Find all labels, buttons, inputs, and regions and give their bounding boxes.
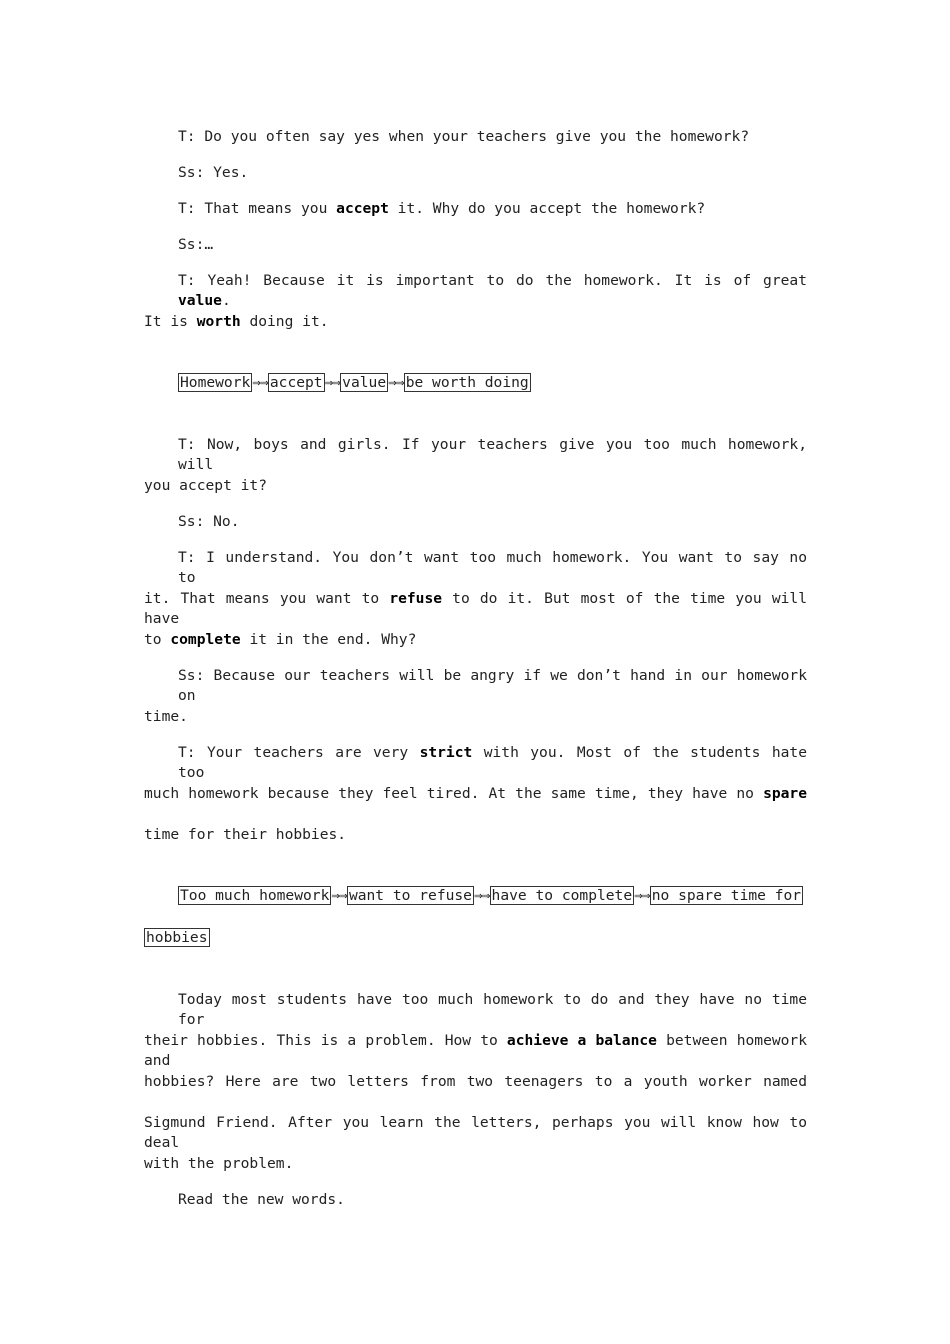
paragraph-line: Sigmund Friend. After you learn the letters, perhaps you will know how to deal [144, 1114, 807, 1151]
dialogue-line: to complete it in the end. Why? [144, 631, 417, 648]
keyword-complete: complete [170, 631, 241, 648]
double-arrow-icon: ⇒⇒ [473, 887, 490, 904]
dialogue-line: you accept it? [144, 477, 268, 494]
dialogue-line: Ss: Yes. [178, 164, 249, 181]
double-arrow-icon: ⇒⇒ [324, 374, 341, 391]
keyword-achieve-balance: achieve a balance [506, 1032, 657, 1049]
chain-box: hobbies [146, 929, 208, 946]
dialogue-line: Ss: No. [178, 513, 240, 530]
keyword-refuse: refuse [389, 590, 443, 607]
chain-box: want to refuse [348, 887, 472, 904]
word-chain-1 [178, 373, 807, 393]
keyword-worth: worth [196, 313, 241, 330]
dialogue-line: it. That means you want to refuse to do it. But most of the time you will have [144, 590, 807, 627]
word-chain-2 [178, 886, 807, 906]
chain-box: have to complete [491, 887, 633, 904]
dialogue-line: time. [144, 708, 188, 725]
dialogue-line: much homework because they feel tired. At the same time, they have no spare [144, 785, 807, 802]
chain-box: be worth doing [405, 374, 529, 391]
dialogue-line: It is worth doing it. [144, 313, 329, 330]
double-arrow-icon: ⇒⇒ [388, 374, 404, 391]
dialogue-line: Ss: Because our teachers will be angry if we don’t hand in our homework on [178, 667, 807, 704]
chain-box: accept [269, 374, 323, 391]
paragraph-line: Today most students have too much homework to do and they have no time for [178, 991, 807, 1028]
double-arrow-icon: ⇒⇒ [634, 887, 650, 904]
dialogue-line: Ss:… [178, 236, 214, 253]
dialogue-line: T: Your teachers are very strict with you. Most of the students hate too [178, 744, 807, 781]
chain-box: Too much homework [180, 887, 330, 904]
paragraph-line: hobbies? Here are two letters from two teenagers to a youth worker named [144, 1073, 807, 1090]
keyword-accept: accept [336, 200, 389, 217]
double-arrow-icon: ⇒⇒ [331, 887, 347, 904]
dialogue-line: T: Do you often say yes when your teachers give you the homework? [178, 128, 750, 145]
word-chain-2-cont [144, 928, 807, 948]
chain-box: value [342, 374, 387, 391]
chain-box: no spare time for [651, 887, 802, 904]
dialogue-line: T: Now, boys and girls. If your teachers give you too much homework, will [178, 436, 807, 473]
paragraph-line: with the problem. [144, 1155, 294, 1172]
dialogue-line: time for their hobbies. [144, 826, 347, 843]
dialogue-line: T: That means you accept it. Why do you accept the homework? [178, 200, 706, 217]
paragraph-line: Read the new words. [178, 1191, 345, 1208]
keyword-value: value [178, 292, 222, 309]
keyword-strict: strict [419, 744, 473, 761]
chain-box: Homework [180, 374, 251, 391]
dialogue-line: T: I understand. You don’t want too much homework. You want to say no to [178, 549, 807, 586]
keyword-spare: spare [763, 785, 807, 802]
double-arrow-icon: ⇒⇒ [252, 374, 268, 391]
dialogue-line: T: Yeah! Because it is important to do the homework. It is of great value. [178, 272, 807, 309]
paragraph-line: their hobbies. This is a problem. How to achieve a balance between homework and [144, 1032, 808, 1069]
